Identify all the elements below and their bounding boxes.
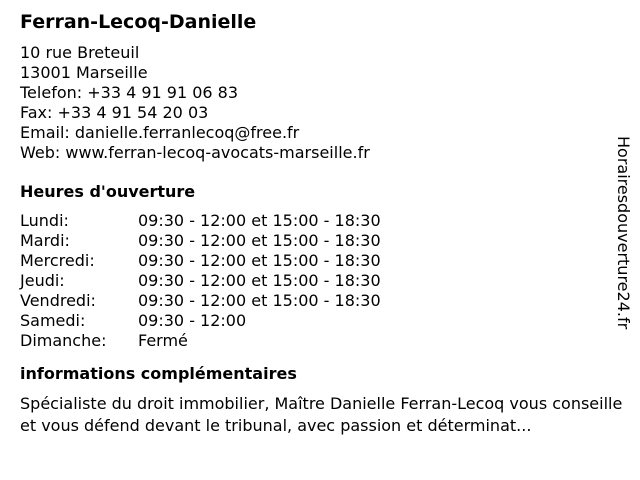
hours-row-sunday <box>20 331 620 351</box>
phone-line: Telefon: +33 4 91 91 06 83 <box>20 83 239 102</box>
day-label: Vendredi: <box>20 291 96 310</box>
time-value: 09:30 - 12:00 et 15:00 - 18:30 <box>138 251 381 270</box>
hours-heading: Heures d'ouverture <box>20 182 196 201</box>
time-value: 09:30 - 12:00 et 15:00 - 18:30 <box>138 271 381 290</box>
day-label: Mardi: <box>20 231 70 250</box>
time-value: 09:30 - 12:00 et 15:00 - 18:30 <box>138 291 381 310</box>
hours-table <box>20 211 620 351</box>
day-label: Jeudi: <box>20 271 65 290</box>
address-street: 10 rue Breteuil <box>20 43 140 62</box>
web-line: Web: www.ferran-lecoq-avocats-marseille.fr <box>20 143 370 162</box>
hours-row-wednesday <box>20 251 620 271</box>
day-label: Lundi: <box>20 211 69 230</box>
info-description: Spécialiste du droit immobilier, Maître Danielle Ferran-Lecoq vous conseille et vous défend devant le tribunal, avec passion et déterminat... <box>20 394 623 435</box>
email-line: Email: danielle.ferranlecoq@free.fr <box>20 123 300 142</box>
hours-row-friday <box>20 291 620 311</box>
day-label: Dimanche: <box>20 331 107 350</box>
business-name: Ferran-Lecoq-Danielle <box>20 11 257 33</box>
day-label: Mercredi: <box>20 251 95 270</box>
watermark-text: Horairesdouverture24.fr <box>614 136 633 330</box>
time-value: 09:30 - 12:00 <box>138 311 247 330</box>
address-city: 13001 Marseille <box>20 63 148 82</box>
hours-row-tuesday <box>20 231 620 251</box>
hours-row-monday <box>20 211 620 231</box>
time-value: Fermé <box>138 331 188 350</box>
business-card <box>20 10 623 437</box>
time-value: 09:30 - 12:00 et 15:00 - 18:30 <box>138 231 381 250</box>
fax-line: Fax: +33 4 91 54 20 03 <box>20 103 209 122</box>
hours-row-thursday <box>20 271 620 291</box>
contact-block <box>20 43 620 163</box>
info-heading: informations complémentaires <box>20 364 297 383</box>
time-value: 09:30 - 12:00 et 15:00 - 18:30 <box>138 211 381 230</box>
hours-row-saturday <box>20 311 620 331</box>
day-label: Samedi: <box>20 311 86 330</box>
